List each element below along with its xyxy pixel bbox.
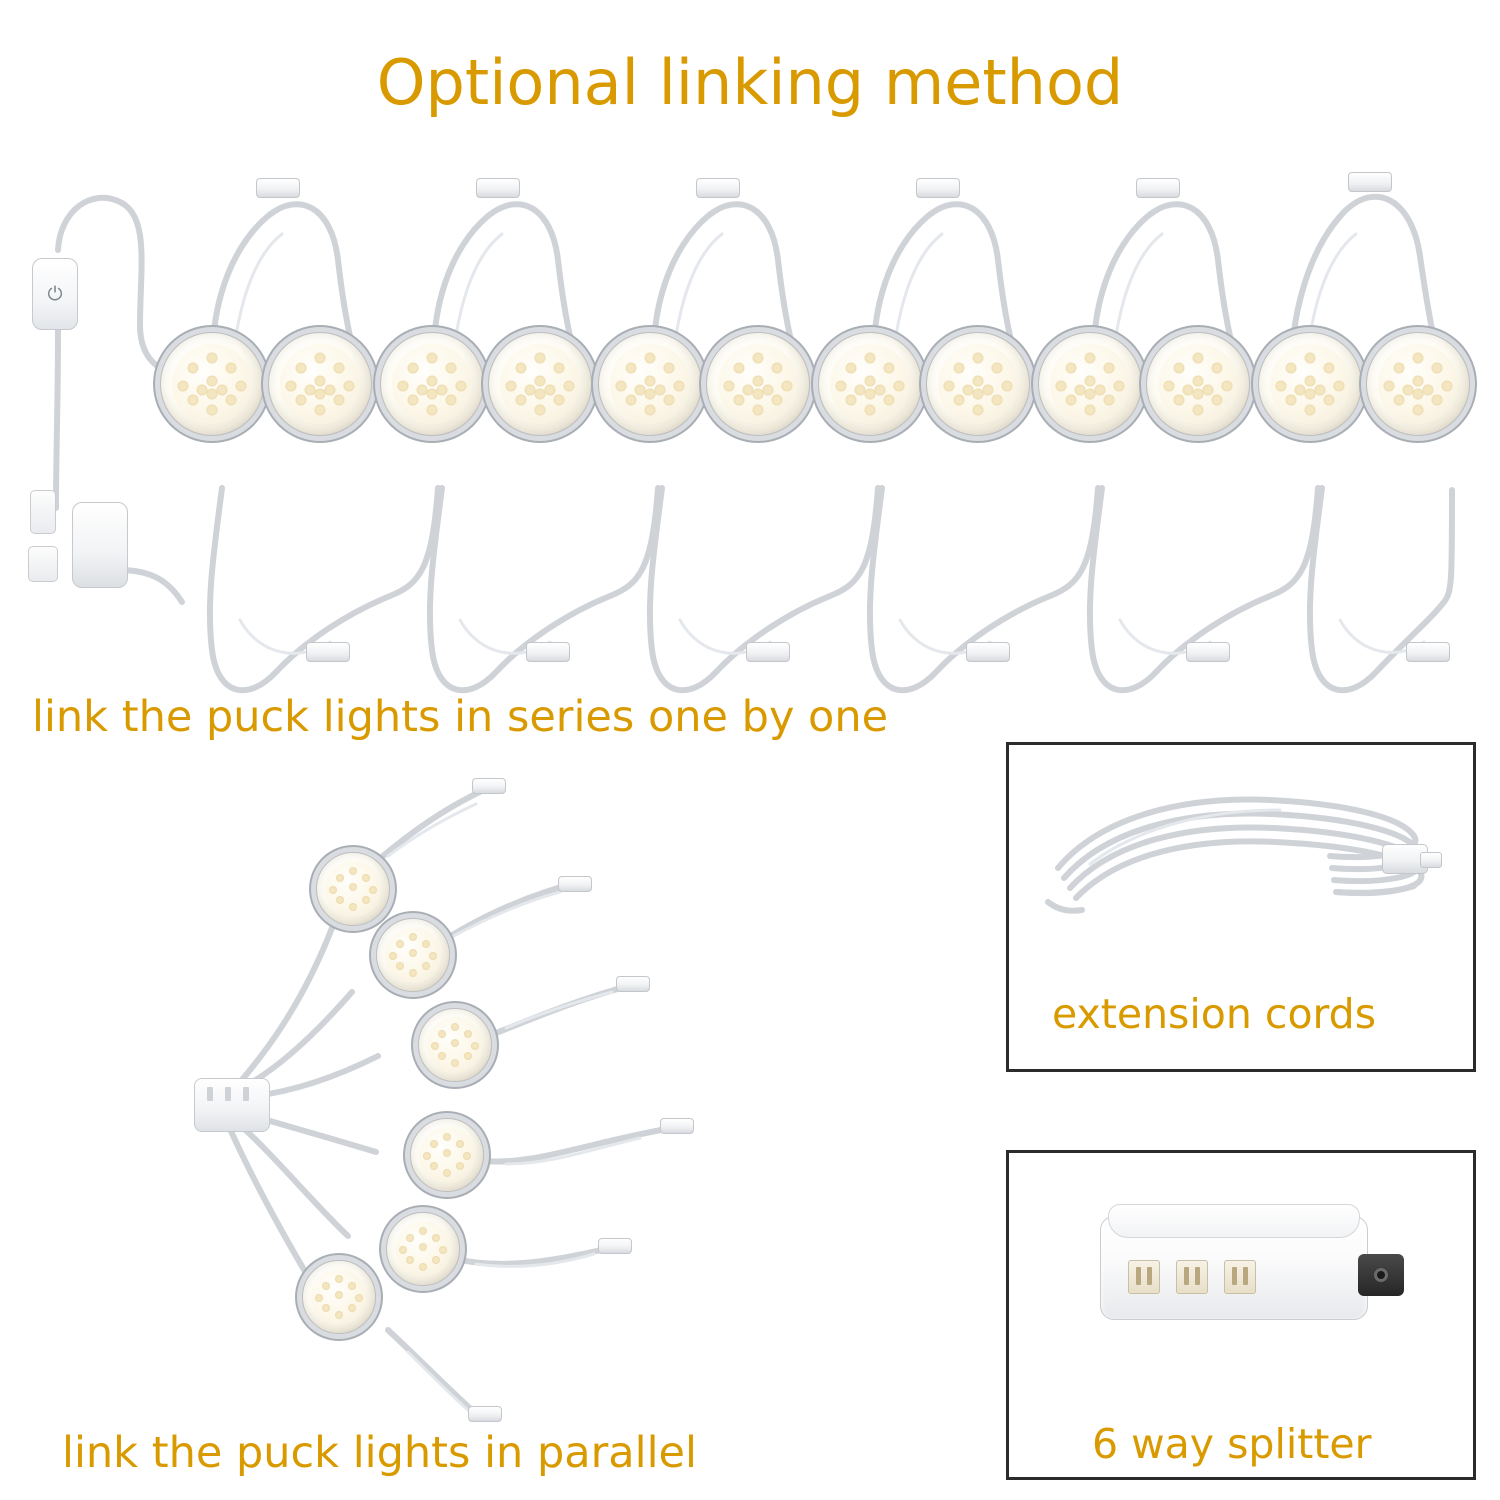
- led-dot: [865, 388, 876, 399]
- led-dot: [535, 353, 546, 364]
- led-dot: [1094, 385, 1105, 396]
- led-dot: [432, 1256, 440, 1264]
- puck-light[interactable]: [926, 332, 1030, 436]
- cable-connector: [696, 178, 740, 198]
- splitter-port: [243, 1087, 249, 1101]
- puck-light[interactable]: [302, 1260, 376, 1334]
- led-dot: [845, 363, 856, 374]
- led-dot: [1413, 388, 1424, 399]
- caption-series: link the puck lights in series one by one: [32, 692, 889, 742]
- led-dot: [664, 363, 675, 374]
- led-dot: [315, 1294, 323, 1302]
- puck-lens: [395, 1221, 451, 1277]
- led-dot: [1413, 404, 1424, 415]
- led-dot: [419, 1263, 427, 1271]
- led-dot: [1193, 404, 1204, 415]
- puck-lens: [385, 927, 441, 983]
- puck-lens: [500, 344, 580, 424]
- led-dot: [753, 353, 764, 364]
- led-dot: [884, 363, 895, 374]
- six-way-splitter-product: [1100, 1198, 1400, 1338]
- caption-extension-cords: extension cords: [1052, 990, 1377, 1038]
- led-dot: [207, 375, 218, 386]
- led-dot: [439, 1246, 447, 1254]
- puck-light[interactable]: [488, 332, 592, 436]
- led-dot: [334, 363, 345, 374]
- puck-light[interactable]: [316, 852, 390, 926]
- power-icon: ⏻: [47, 283, 63, 305]
- led-dot: [1193, 353, 1204, 364]
- cable-connector: [1348, 172, 1392, 192]
- led-dot: [431, 1042, 439, 1050]
- led-dot: [349, 867, 357, 875]
- led-dot: [625, 363, 636, 374]
- led-dot: [1065, 363, 1076, 374]
- puck-lens: [938, 344, 1018, 424]
- puck-lens: [325, 861, 381, 917]
- led-dot: [226, 363, 237, 374]
- led-dot: [781, 380, 792, 391]
- led-dot: [336, 874, 344, 882]
- led-dot: [322, 1282, 330, 1290]
- series-linking-diagram: [0, 150, 1500, 690]
- led-dot: [427, 404, 438, 415]
- led-dot: [1314, 385, 1325, 396]
- led-dot: [362, 874, 370, 882]
- led-dot: [874, 385, 885, 396]
- cord-connector-tip: [1420, 852, 1442, 868]
- led-dot: [423, 1152, 431, 1160]
- led-dot: [1285, 363, 1296, 374]
- led-dot: [446, 363, 457, 374]
- led-dot: [398, 380, 409, 391]
- led-dot: [645, 388, 656, 399]
- cable-connector: [1406, 642, 1450, 662]
- puck-light[interactable]: [818, 332, 922, 436]
- led-dot: [355, 1294, 363, 1302]
- led-dot: [207, 404, 218, 415]
- led-dot: [1164, 380, 1175, 391]
- led-dot: [733, 395, 744, 406]
- led-dot: [464, 1052, 472, 1060]
- puck-light[interactable]: [1146, 332, 1250, 436]
- led-dot: [973, 388, 984, 399]
- puck-lens: [280, 344, 360, 424]
- puck-light[interactable]: [1038, 332, 1142, 436]
- led-dot: [1193, 388, 1204, 399]
- led-dot: [1056, 380, 1067, 391]
- led-dot: [1413, 375, 1424, 386]
- led-dot: [535, 375, 546, 386]
- led-dot: [845, 395, 856, 406]
- led-dot: [724, 380, 735, 391]
- led-dot: [944, 380, 955, 391]
- cable-connector: [468, 1406, 502, 1422]
- led-dot: [471, 1042, 479, 1050]
- led-dot: [1305, 404, 1316, 415]
- led-dot: [427, 375, 438, 386]
- led-dot: [315, 375, 326, 386]
- led-dot: [430, 1162, 438, 1170]
- cable-connector: [476, 178, 520, 198]
- led-dot: [1085, 375, 1096, 386]
- led-dot: [456, 1162, 464, 1170]
- puck-lens: [311, 1269, 367, 1325]
- led-dot: [673, 380, 684, 391]
- puck-light[interactable]: [268, 332, 372, 436]
- puck-lens: [392, 344, 472, 424]
- led-dot: [836, 380, 847, 391]
- led-dot: [329, 886, 337, 894]
- puck-light[interactable]: [418, 1008, 492, 1082]
- cable-connector: [616, 976, 650, 992]
- led-dot: [389, 952, 397, 960]
- led-dot: [1202, 385, 1213, 396]
- led-dot: [515, 363, 526, 374]
- led-dot: [772, 363, 783, 374]
- led-dot: [645, 375, 656, 386]
- led-dot: [973, 404, 984, 415]
- led-dot: [362, 896, 370, 904]
- led-dot: [286, 380, 297, 391]
- led-dot: [335, 1311, 343, 1319]
- led-dot: [625, 395, 636, 406]
- cable-connector: [916, 178, 960, 198]
- led-dot: [1305, 375, 1316, 386]
- cable-connector: [598, 1238, 632, 1254]
- led-dot: [343, 380, 354, 391]
- led-dot: [544, 385, 555, 396]
- led-dot: [456, 1140, 464, 1148]
- led-dot: [506, 380, 517, 391]
- led-dot: [419, 1227, 427, 1235]
- led-dot: [973, 375, 984, 386]
- splitter-top-face: [1108, 1204, 1360, 1238]
- led-dot: [432, 1234, 440, 1242]
- led-dot: [407, 395, 418, 406]
- puck-lens: [1158, 344, 1238, 424]
- led-dot: [884, 395, 895, 406]
- puck-light[interactable]: [706, 332, 810, 436]
- led-dot: [455, 380, 466, 391]
- led-dot: [427, 353, 438, 364]
- led-dot: [406, 1234, 414, 1242]
- led-dot: [406, 1256, 414, 1264]
- wall-plug: [30, 490, 56, 534]
- cable-connector: [660, 1118, 694, 1134]
- led-dot: [1285, 395, 1296, 406]
- splitter-port: [207, 1087, 213, 1101]
- led-dot: [1432, 363, 1443, 374]
- puck-lens: [1378, 344, 1458, 424]
- led-dot: [419, 1243, 427, 1251]
- led-dot: [1324, 395, 1335, 406]
- led-dot: [315, 353, 326, 364]
- led-dot: [1333, 380, 1344, 391]
- led-dot: [645, 404, 656, 415]
- caption-parallel: link the puck lights in parallel: [62, 1428, 697, 1478]
- led-dot: [865, 404, 876, 415]
- led-dot: [324, 385, 335, 396]
- puck-light[interactable]: [1258, 332, 1362, 436]
- led-dot: [1422, 385, 1433, 396]
- led-dot: [409, 933, 417, 941]
- led-dot: [1393, 395, 1404, 406]
- led-dot: [1212, 363, 1223, 374]
- puck-light[interactable]: [410, 1118, 484, 1192]
- led-dot: [1173, 363, 1184, 374]
- led-dot: [422, 962, 430, 970]
- led-dot: [554, 363, 565, 374]
- led-dot: [315, 404, 326, 415]
- led-dot: [207, 388, 218, 399]
- plug-prongs: [28, 546, 58, 582]
- splitter-port: [1176, 1260, 1208, 1294]
- led-dot: [399, 1246, 407, 1254]
- parallel-linking-diagram: [120, 760, 880, 1420]
- led-dot: [733, 363, 744, 374]
- puck-light[interactable]: [380, 332, 484, 436]
- led-dot: [430, 1140, 438, 1148]
- led-dot: [443, 1169, 451, 1177]
- led-dot: [334, 395, 345, 406]
- led-dot: [1065, 395, 1076, 406]
- splitter-port: [225, 1087, 231, 1101]
- led-dot: [953, 395, 964, 406]
- led-dot: [1413, 353, 1424, 364]
- led-dot: [226, 395, 237, 406]
- led-dot: [1441, 380, 1452, 391]
- cable-connector: [472, 778, 506, 794]
- led-dot: [554, 395, 565, 406]
- led-dot: [295, 363, 306, 374]
- led-dot: [207, 353, 218, 364]
- led-dot: [1104, 363, 1115, 374]
- led-dot: [295, 395, 306, 406]
- extension-cord-coil: [1030, 752, 1450, 962]
- led-dot: [464, 1030, 472, 1038]
- puck-lens: [427, 1017, 483, 1073]
- led-dot: [753, 404, 764, 415]
- led-dot: [1173, 395, 1184, 406]
- splitter-port: [1224, 1260, 1256, 1294]
- puck-lens: [172, 344, 252, 424]
- led-dot: [563, 380, 574, 391]
- led-dot: [422, 940, 430, 948]
- led-dot: [336, 896, 344, 904]
- led-dot: [1305, 388, 1316, 399]
- led-dot: [463, 1152, 471, 1160]
- led-dot: [1212, 395, 1223, 406]
- led-dot: [1276, 380, 1287, 391]
- led-dot: [515, 395, 526, 406]
- cable-connector: [306, 642, 350, 662]
- led-dot: [893, 380, 904, 391]
- led-dot: [235, 380, 246, 391]
- led-dot: [396, 940, 404, 948]
- led-dot: [322, 1304, 330, 1312]
- led-dot: [535, 388, 546, 399]
- led-dot: [1384, 380, 1395, 391]
- led-dot: [616, 380, 627, 391]
- page-title: Optional linking method: [376, 46, 1124, 119]
- led-dot: [335, 1291, 343, 1299]
- led-dot: [1221, 380, 1232, 391]
- led-dot: [865, 353, 876, 364]
- puck-light[interactable]: [376, 918, 450, 992]
- puck-light[interactable]: [598, 332, 702, 436]
- cable-connector: [1186, 642, 1230, 662]
- led-dot: [535, 404, 546, 415]
- caption-six-way-splitter: 6 way splitter: [1092, 1420, 1372, 1468]
- led-dot: [349, 903, 357, 911]
- led-dot: [348, 1304, 356, 1312]
- led-dot: [753, 375, 764, 386]
- led-dot: [992, 395, 1003, 406]
- led-dot: [429, 952, 437, 960]
- led-dot: [953, 363, 964, 374]
- led-dot: [772, 395, 783, 406]
- six-way-splitter-small[interactable]: [194, 1078, 270, 1132]
- led-dot: [443, 1133, 451, 1141]
- led-dot: [1085, 388, 1096, 399]
- dc-jack: [1358, 1254, 1404, 1296]
- cable-connector: [746, 642, 790, 662]
- splitter-port: [1128, 1260, 1160, 1294]
- led-dot: [1305, 353, 1316, 364]
- cable-connector: [558, 876, 592, 892]
- puck-lens: [1050, 344, 1130, 424]
- led-dot: [396, 962, 404, 970]
- led-dot: [407, 363, 418, 374]
- led-dot: [446, 395, 457, 406]
- led-dot: [973, 353, 984, 364]
- cable-connector: [256, 178, 300, 198]
- led-dot: [753, 388, 764, 399]
- led-dot: [409, 949, 417, 957]
- led-dot: [369, 886, 377, 894]
- led-dot: [982, 385, 993, 396]
- led-dot: [1085, 404, 1096, 415]
- led-dot: [187, 363, 198, 374]
- led-dot: [1113, 380, 1124, 391]
- cable-connector: [1136, 178, 1180, 198]
- dimmer-switch[interactable]: [32, 258, 78, 330]
- led-dot: [438, 1052, 446, 1060]
- led-dot: [654, 385, 665, 396]
- cable-connector: [966, 642, 1010, 662]
- puck-lens: [830, 344, 910, 424]
- led-dot: [1193, 375, 1204, 386]
- led-dot: [1324, 363, 1335, 374]
- led-dot: [645, 353, 656, 364]
- led-dot: [1104, 395, 1115, 406]
- puck-light[interactable]: [1366, 332, 1470, 436]
- led-dot: [451, 1023, 459, 1031]
- led-dot: [992, 363, 1003, 374]
- puck-light[interactable]: [160, 332, 264, 436]
- led-dot: [216, 385, 227, 396]
- led-dot: [315, 388, 326, 399]
- led-dot: [762, 385, 773, 396]
- led-dot: [1432, 395, 1443, 406]
- led-dot: [865, 375, 876, 386]
- led-dot: [178, 380, 189, 391]
- power-adapter: [72, 502, 128, 588]
- cable-connector: [526, 642, 570, 662]
- puck-lens: [718, 344, 798, 424]
- led-dot: [409, 969, 417, 977]
- led-dot: [187, 395, 198, 406]
- led-dot: [348, 1282, 356, 1290]
- puck-lens: [610, 344, 690, 424]
- puck-light[interactable]: [386, 1212, 460, 1286]
- led-dot: [1001, 380, 1012, 391]
- led-dot: [1085, 353, 1096, 364]
- led-dot: [451, 1059, 459, 1067]
- led-dot: [1393, 363, 1404, 374]
- led-dot: [349, 883, 357, 891]
- led-dot: [427, 388, 438, 399]
- puck-lens: [419, 1127, 475, 1183]
- led-dot: [451, 1039, 459, 1047]
- led-dot: [443, 1149, 451, 1157]
- led-dot: [438, 1030, 446, 1038]
- puck-lens: [1270, 344, 1350, 424]
- led-dot: [335, 1275, 343, 1283]
- led-dot: [436, 385, 447, 396]
- led-dot: [664, 395, 675, 406]
